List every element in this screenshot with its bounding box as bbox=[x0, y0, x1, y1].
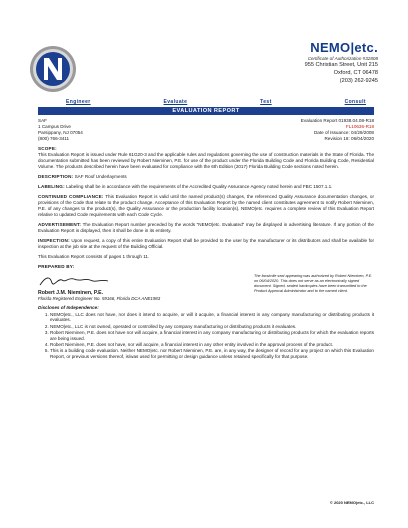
inspection-text: Upon request, a copy of this entire Evaluation Report shall be provided to the user by the manufacturer or its distributors and shall be available for inspection at the job site at the request of the Building Official. bbox=[38, 238, 374, 249]
signer-block bbox=[38, 274, 160, 302]
company-name: NEMO|etc. bbox=[310, 40, 378, 55]
labeling-section bbox=[38, 184, 374, 190]
labeling-label: LABELING: bbox=[38, 184, 65, 189]
list-item: 1. NEMO|etc., LLC does not have, nor does it intend to acquire, or will it acquire, a financial interest in any company manufacturing or distributing products it evaluates. bbox=[50, 312, 374, 323]
scope-section bbox=[38, 146, 374, 170]
inspection-label: INSPECTION: bbox=[38, 238, 70, 243]
authorization-number: Certificate of Authorization #32808 bbox=[307, 56, 378, 61]
pages-note: This Evaluation Report consists of pages 1 through 11. bbox=[38, 254, 150, 259]
prepared-by-label: PREPARED BY: bbox=[38, 264, 75, 269]
continued-compliance-text: This Evaluation Report is valid until the named product(s) changes, the referenced Quality Assurance documentation changes, or provisions of the Code that relate to the product change. Acceptance of this Evaluation Report by the named client constitutes agreement to notify Robert Nieminen, P.E. of any changes to the product(s), the Quality Assurance or the production facility location(s). NEMO|etc. requires a complete review of this Evaluation Report relative to updated Code requirements with each Code Cycle. bbox=[38, 194, 374, 217]
advertisement-text: The Evaluation Report number preceded by the words "NEMO|etc. Evaluated" may be displayed in advertising literature. If any portion of the Evaluation Report is displayed, then it shall be done in its entirety. bbox=[38, 222, 374, 233]
report-header-info bbox=[38, 118, 374, 142]
company-phone: (203) 262-9245 bbox=[339, 78, 378, 84]
client-address1: 1 Campus Drive bbox=[38, 124, 71, 129]
nemo-logo-icon bbox=[28, 44, 78, 94]
nav-evaluate[interactable]: Evaluate bbox=[163, 99, 188, 105]
nav-test[interactable]: Test bbox=[260, 99, 272, 105]
scope-label: SCOPE: bbox=[38, 146, 57, 151]
handwritten-signature-icon bbox=[38, 274, 138, 288]
seal-note: The facsimile seal appearing was authorized by Robert Nieminen, P.E. on 06/04/2020. This does not serve as an electronically signed document. Signed, sealed hardcopies have been transmitted to the Product Approval Administrator and to the named client. bbox=[254, 274, 373, 293]
client-name: SAF bbox=[38, 118, 47, 123]
disclosure-label: Discloses of Independence: bbox=[38, 305, 99, 310]
list-item: 2. NEMO|etc., LLC is not owned, operated or controlled by any company manufacturing or distributing products it evaluates. bbox=[50, 324, 374, 329]
signature-block bbox=[38, 274, 374, 302]
description-section bbox=[38, 174, 374, 180]
disclosure-list bbox=[38, 312, 374, 359]
company-address-line2: Oxford, CT 06478 bbox=[333, 70, 378, 76]
company-address-line1: 955 Christian Street, Unit 215 bbox=[304, 62, 378, 68]
nav-consult[interactable]: Consult bbox=[344, 99, 366, 105]
report-info bbox=[301, 118, 374, 142]
report-body bbox=[38, 118, 374, 359]
list-item: 5. This is a building code evaluation. Neither NEMO|etc. nor Robert Nieminen, P.E. are, in any way, the designer of record for any project on which this Evaluation Report, or previous versions thereof, is/was used for permitting or design guidance unless retained specifically for that purpose. bbox=[50, 348, 374, 359]
inspection-section bbox=[38, 238, 374, 250]
signer-name: Robert J.M. Nieminen, P.E. bbox=[38, 290, 104, 296]
report-banner: EVALUATION REPORT bbox=[38, 107, 374, 115]
advertisement-label: ADVERTISEMENT: bbox=[38, 222, 82, 227]
fl-number: FL10636-R18 bbox=[345, 124, 374, 129]
client-address2: Parsippany, NJ 07054 bbox=[38, 130, 83, 135]
list-item: 3. Robert Nieminen, P.E. does not have nor will acquire, a financial interest in any company manufacturing or distributing products for which the evaluation reports are being issued. bbox=[50, 330, 374, 341]
labeling-text: Labeling shall be in accordance with the requirements of the Accredited Quality Assurance Agency noted herein and FBC 1507.1.1. bbox=[66, 184, 333, 189]
client-phone: (800) 766-3411 bbox=[38, 136, 70, 141]
report-number: Evaluation Report 01938.04.08-R18 bbox=[300, 118, 374, 123]
continued-compliance-label: CONTINUED COMPLIANCE: bbox=[38, 194, 104, 199]
issue-date: Date of Issuance: 04/29/2008 bbox=[313, 130, 374, 135]
client-info bbox=[38, 118, 83, 142]
description-label: DESCRIPTION: bbox=[38, 174, 74, 179]
list-item: 4. Robert Nieminen, P.E. does not have, nor will acquire, a financial interest in any other entity involved in the approval process of the product. bbox=[50, 342, 374, 347]
description-text: SAF Roof Underlayments bbox=[74, 174, 127, 179]
service-nav bbox=[66, 99, 366, 105]
copyright-footer: © 2020 NEMO|etc., LLC bbox=[329, 500, 374, 505]
signer-title: Florida Registered Engineer No. 59166, Florida DCA ANE1983 bbox=[38, 296, 161, 301]
company-header bbox=[305, 40, 378, 85]
revision-date: Revision 18: 06/04/2020 bbox=[324, 136, 374, 141]
continued-compliance-section bbox=[38, 194, 374, 218]
scope-text: This Evaluation Report is issued under Rule 61G20-3 and the applicable rules and regulations governing the use of construction materials in the State of Florida. The documentation submitted has been reviewed by Robert Nieminen, P.E. for use of the product under the Florida Building Code and Florida Building Code, Residential Volume. The products described herein have been evaluated for compliance with the 6th Edition (2017) Florida Building Code sections noted herein. bbox=[38, 152, 374, 169]
advertisement-section bbox=[38, 222, 374, 234]
nav-engineer[interactable]: Engineer bbox=[66, 99, 91, 105]
